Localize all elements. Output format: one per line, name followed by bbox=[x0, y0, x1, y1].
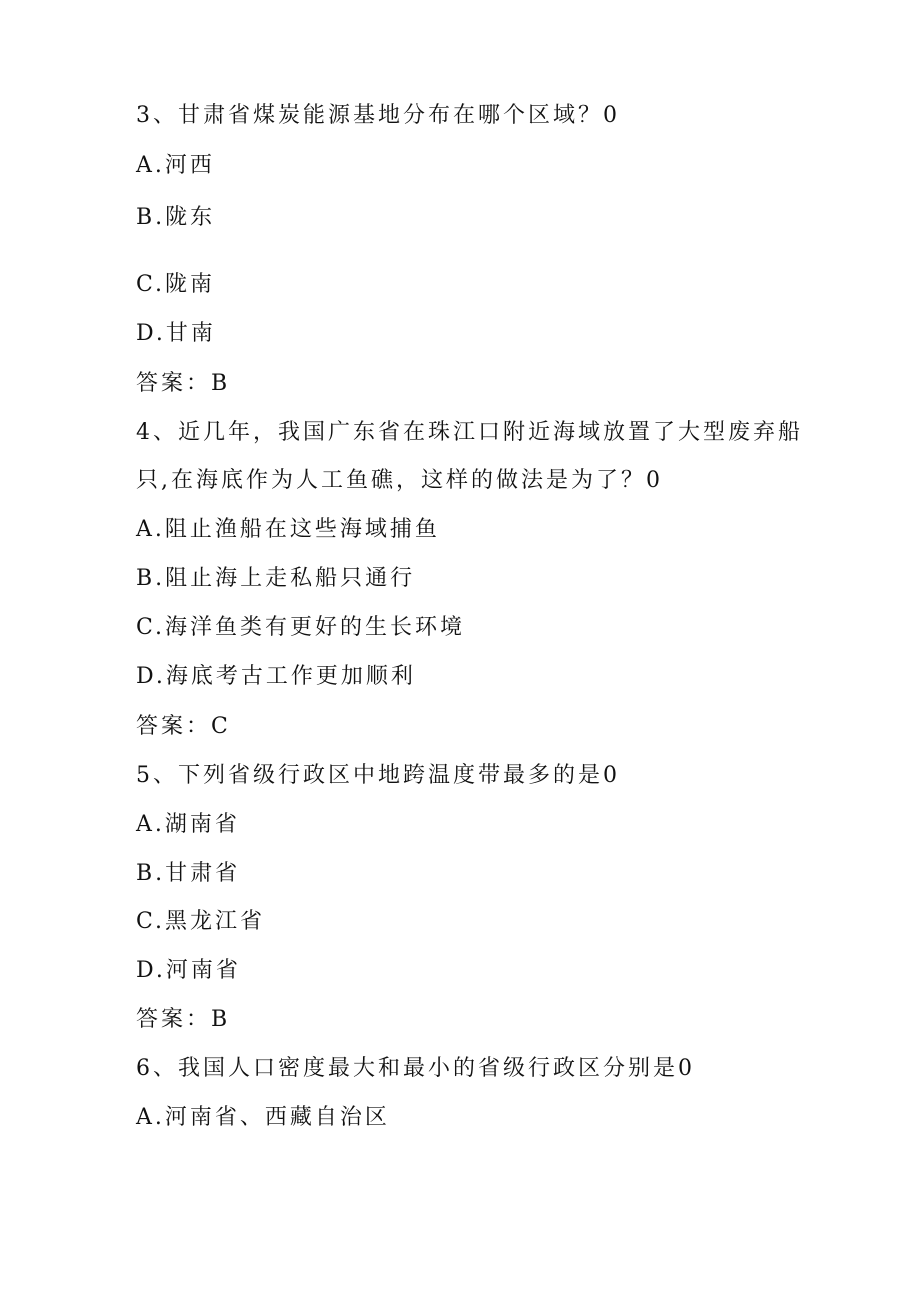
question-5-stem: 5、下列省级行政区中地跨温度带最多的是0 bbox=[136, 763, 620, 788]
question-3-option-a: A.河西 bbox=[136, 153, 215, 178]
question-6-stem: 6、我国人口密度最大和最小的省级行政区分别是0 bbox=[136, 1056, 695, 1081]
question-4-option-a: A.阻止渔船在这些海域捕鱼 bbox=[136, 517, 440, 542]
question-4-stem-line-1: 4、近几年，我国广东省在珠江口附近海域放置了大型废弃船 bbox=[136, 420, 803, 445]
question-3-answer: 答案：B bbox=[136, 371, 231, 396]
question-3-stem: 3、甘肃省煤炭能源基地分布在哪个区域？0 bbox=[136, 103, 620, 128]
question-4-option-c: C.海洋鱼类有更好的生长环境 bbox=[136, 615, 466, 640]
question-5-option-c: C.黑龙江省 bbox=[136, 909, 266, 934]
question-4-stem-line-2: 只,在海底作为人工鱼礁，这样的做法是为了？0 bbox=[136, 468, 663, 493]
question-5-option-a: A.湖南省 bbox=[136, 812, 240, 837]
question-5-answer: 答案：B bbox=[136, 1007, 231, 1032]
question-6-option-a: A.河南省、西藏自治区 bbox=[136, 1105, 390, 1130]
question-4-option-d: D.海底考古工作更加顺利 bbox=[136, 664, 416, 689]
question-5-option-b: B.甘肃省 bbox=[136, 861, 241, 886]
question-3-option-c: C.陇南 bbox=[136, 272, 216, 297]
question-5-option-d: D.河南省 bbox=[136, 958, 241, 983]
question-4-answer: 答案：C bbox=[136, 714, 231, 739]
question-3-option-d: D.甘南 bbox=[136, 321, 216, 346]
question-4-option-b: B.阻止海上走私船只通行 bbox=[136, 566, 416, 591]
question-3-option-b: B.陇东 bbox=[136, 205, 216, 230]
